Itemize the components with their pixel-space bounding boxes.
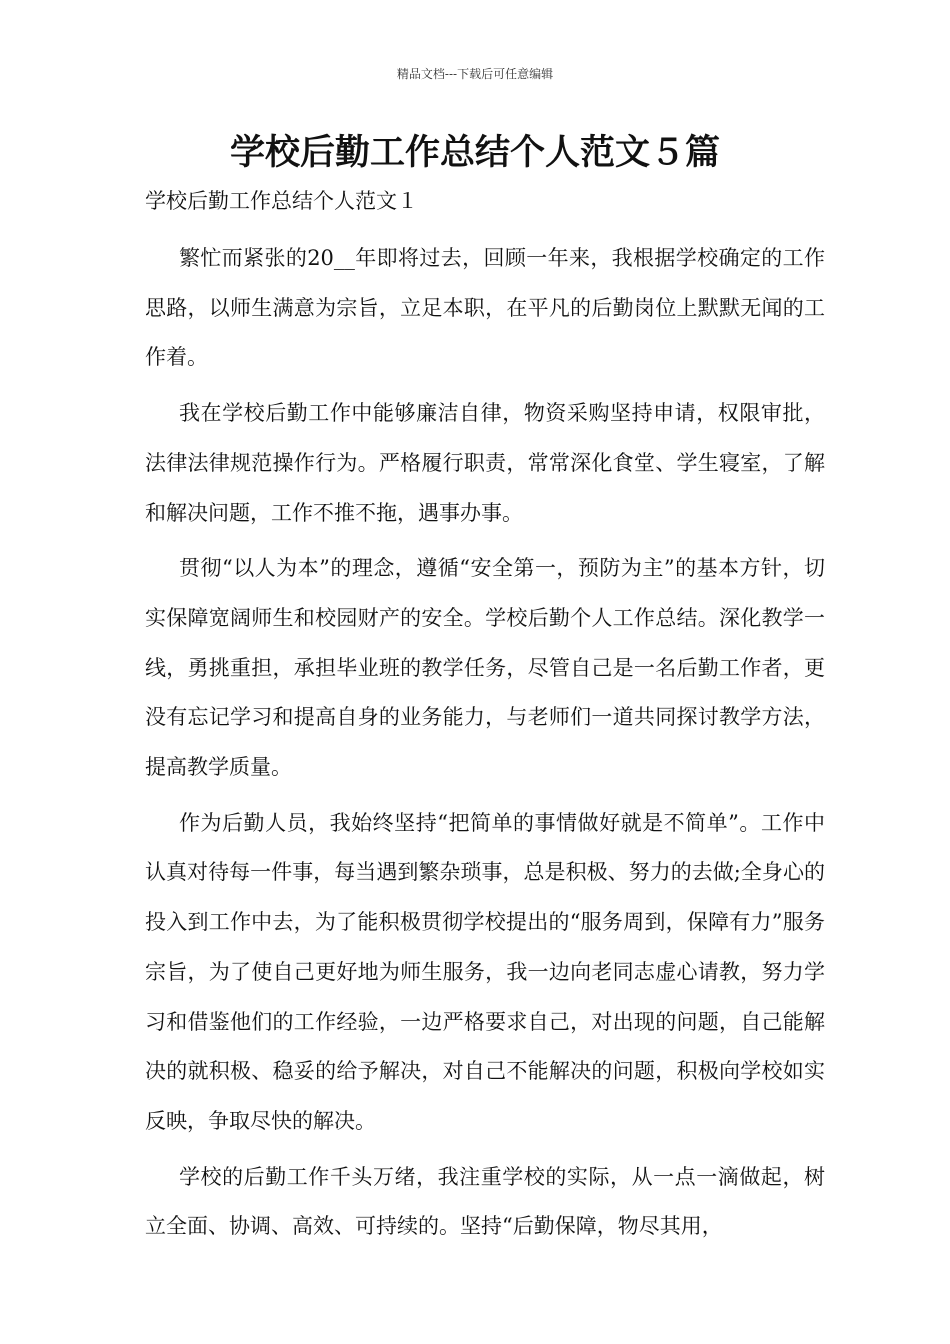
section-heading: 学校后勤工作总结个人范文１ bbox=[145, 189, 418, 213]
paragraph: 我在学校后勤工作中能够廉洁自律，物资采购坚持申请，权限审批，法律法律规范操作行为。严格履行职责，常常深化食堂、学生寝室，了解和解决问题，工作不推不拖，遇事办事。 bbox=[145, 401, 825, 525]
document-body bbox=[145, 234, 825, 1258]
page-header-note: 精品文档---下载后可任意编辑 bbox=[396, 67, 554, 81]
paragraph: 作为后勤人员，我始终坚持“把简单的事情做好就是不简单”。工作中认真对待每一件事，每当遇到繁杂琐事，总是积极、努力的去做;全身心的投入到工作中去，为了能积极贯彻学校提出的“服务周到，保障有力”服务宗旨，为了使自己更好地为师生服务，我一边向老同志虚心请教，努力学习和借鉴他们的工作经验，一边严格要求自己，对出现的问题，自己能解决的就积极、稳妥的给予解决，对自己不能解决的问题，积极向学校如实反映，争取尽快的解决。 bbox=[145, 810, 825, 1133]
document-title: 学校后勤工作总结个人范文５篇 bbox=[229, 132, 720, 173]
paragraph: 学校的后勤工作千头万绪，我注重学校的实际，从一点一滴做起，树立全面、协调、高效、可持续的。坚持“后勤保障，物尽其用， bbox=[145, 1164, 825, 1239]
paragraph: 贯彻“以人为本”的理念，遵循“安全第一，预防为主”的基本方针，切实保障宽阔师生和校园财产的安全。学校后勤个人工作总结。深化教学一线，勇挑重担，承担毕业班的教学任务，尽管自己是一名后勤工作者，更没有忘记学习和提高自身的业务能力，与老师们一道共同探讨教学方法，提高教学质量。 bbox=[145, 556, 825, 780]
paragraph: 繁忙而紧张的20__年即将过去，回顾一年来，我根据学校确定的工作思路，以师生满意为宗旨，立足本职，在平凡的后勤岗位上默默无闻的工作着。 bbox=[145, 246, 825, 370]
